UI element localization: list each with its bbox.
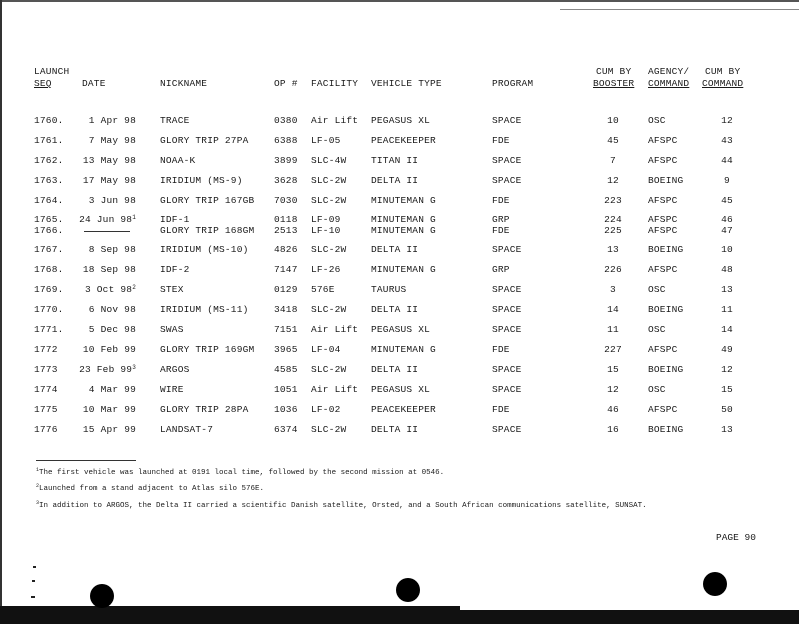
header-cum-booster bbox=[593, 66, 634, 90]
cell-program: GRP bbox=[492, 264, 510, 275]
cell-facility: LF-26 bbox=[311, 264, 341, 275]
cell-date bbox=[74, 115, 136, 126]
cell-agency: AFSPC bbox=[648, 344, 678, 355]
scan-speck bbox=[32, 580, 35, 582]
binder-hole-left bbox=[90, 584, 114, 608]
cell-cum-command: 10 bbox=[721, 244, 733, 255]
cell-date-text: 7 May 98 bbox=[88, 135, 136, 146]
cell-facility: Air Lift bbox=[311, 324, 359, 335]
cell-nickname: IDF-1 bbox=[160, 214, 190, 225]
scan-speck bbox=[31, 596, 35, 598]
cell-facility: LF-09 bbox=[311, 214, 341, 225]
cell-seq: 1773 bbox=[34, 364, 58, 375]
cell-cum-command: 47 bbox=[721, 225, 733, 236]
left-scan-edge bbox=[0, 0, 2, 624]
cell-facility: SLC-4W bbox=[311, 155, 347, 166]
cell-op-number: 3418 bbox=[274, 304, 298, 315]
cell-facility: SLC-2W bbox=[311, 364, 347, 375]
cell-vehicle-type: MINUTEMAN G bbox=[371, 225, 436, 236]
cell-agency: OSC bbox=[648, 384, 666, 395]
header-booster-label: BOOSTER bbox=[593, 78, 635, 89]
cell-date-text: 24 Jun 98 bbox=[79, 214, 133, 225]
footnote-ref: 1 bbox=[132, 214, 136, 221]
cell-date-text: 1 Apr 98 bbox=[88, 115, 136, 126]
cell-cum-booster: 45 bbox=[607, 135, 619, 146]
binder-hole-right bbox=[703, 572, 727, 596]
cell-date-text: 10 Feb 99 bbox=[82, 344, 136, 355]
cell-cum-command: 48 bbox=[721, 264, 733, 275]
bottom-scan-edge bbox=[0, 610, 799, 624]
header-command-label: COMMAND bbox=[648, 78, 690, 89]
header-seq-label: SEQ bbox=[34, 78, 52, 89]
cell-op-number: 3965 bbox=[274, 344, 298, 355]
cell-seq: 1760. bbox=[34, 115, 64, 126]
cell-program: SPACE bbox=[492, 384, 522, 395]
cell-program: SPACE bbox=[492, 115, 522, 126]
cell-date bbox=[74, 404, 136, 415]
footnote-text: The first vehicle was launched at 0191 local time, followed by the second mission at 0546. bbox=[39, 469, 445, 477]
header-nickname: NICKNAME bbox=[160, 78, 208, 89]
cell-cum-booster: 226 bbox=[604, 264, 622, 275]
cell-agency: BOEING bbox=[648, 304, 684, 315]
cell-date-text: 6 Nov 98 bbox=[88, 304, 136, 315]
cell-date bbox=[74, 324, 136, 335]
cell-op-number: 0380 bbox=[274, 115, 298, 126]
footnote-mark: 2 bbox=[36, 483, 40, 489]
cell-program: SPACE bbox=[492, 324, 522, 335]
header-date: DATE bbox=[82, 78, 106, 89]
cell-vehicle-type: PEACEKEEPER bbox=[371, 135, 436, 146]
cell-facility: Air Lift bbox=[311, 115, 359, 126]
cell-seq: 1768. bbox=[34, 264, 64, 275]
cell-agency: BOEING bbox=[648, 424, 684, 435]
cell-vehicle-type: MINUTEMAN G bbox=[371, 195, 436, 206]
cell-op-number: 0129 bbox=[274, 284, 298, 295]
cell-vehicle-type: PEGASUS XL bbox=[371, 115, 431, 126]
cell-cum-command: 45 bbox=[721, 195, 733, 206]
cell-vehicle-type: DELTA II bbox=[371, 364, 419, 375]
cell-cum-command: 14 bbox=[721, 324, 733, 335]
cell-nickname: SWAS bbox=[160, 324, 184, 335]
cell-nickname: GLORY TRIP 168GM bbox=[160, 225, 255, 236]
cell-program: FDE bbox=[492, 404, 510, 415]
cell-cum-booster: 46 bbox=[607, 404, 619, 415]
cell-op-number: 4826 bbox=[274, 244, 298, 255]
cell-agency: AFSPC bbox=[648, 214, 678, 225]
cell-cum-command: 13 bbox=[721, 424, 733, 435]
cell-date-text: 3 Oct 98 bbox=[84, 284, 133, 295]
cell-seq: 1772 bbox=[34, 344, 58, 355]
cell-cum-booster: 224 bbox=[604, 214, 622, 225]
top-scan-line bbox=[560, 9, 799, 10]
cell-vehicle-type: PEACEKEEPER bbox=[371, 404, 436, 415]
cell-nickname: GLORY TRIP 28PA bbox=[160, 404, 249, 415]
cell-date bbox=[74, 264, 136, 275]
cell-nickname: STEX bbox=[160, 284, 184, 295]
blank-date-rule bbox=[84, 231, 130, 232]
cell-vehicle-type: DELTA II bbox=[371, 424, 419, 435]
cell-nickname: ARGOS bbox=[160, 364, 190, 375]
cell-nickname: IRIDIUM (MS-9) bbox=[160, 175, 243, 186]
cell-op-number: 1051 bbox=[274, 384, 298, 395]
cell-program: FDE bbox=[492, 344, 510, 355]
cell-nickname: GLORY TRIP 169GM bbox=[160, 344, 255, 355]
header-cum-command bbox=[702, 66, 743, 90]
cell-cum-booster: 12 bbox=[607, 384, 619, 395]
cell-date bbox=[74, 214, 136, 225]
cell-date bbox=[74, 384, 136, 395]
cell-seq: 1771. bbox=[34, 324, 64, 335]
cell-cum-booster: 3 bbox=[610, 284, 616, 295]
cell-program: SPACE bbox=[492, 424, 522, 435]
cell-program: SPACE bbox=[492, 304, 522, 315]
cell-date bbox=[74, 135, 136, 146]
cell-cum-command: 44 bbox=[721, 155, 733, 166]
cell-facility: 576E bbox=[311, 284, 335, 295]
cell-cum-command: 15 bbox=[721, 384, 733, 395]
cell-nickname: LANDSAT-7 bbox=[160, 424, 214, 435]
cell-agency: BOEING bbox=[648, 175, 684, 186]
cell-cum-booster: 13 bbox=[607, 244, 619, 255]
cell-program: SPACE bbox=[492, 364, 522, 375]
cell-seq: 1775 bbox=[34, 404, 58, 415]
footnote-text: Launched from a stand adjacent to Atlas silo 576E. bbox=[39, 485, 265, 493]
cell-op-number: 2513 bbox=[274, 225, 298, 236]
cell-op-number: 0118 bbox=[274, 214, 298, 225]
cell-date bbox=[74, 284, 136, 295]
cell-nickname: TRACE bbox=[160, 115, 190, 126]
cell-agency: AFSPC bbox=[648, 264, 678, 275]
cell-seq: 1763. bbox=[34, 175, 64, 186]
cell-agency: BOEING bbox=[648, 364, 684, 375]
cell-cum-booster: 225 bbox=[604, 225, 622, 236]
cell-seq: 1764. bbox=[34, 195, 64, 206]
header-cum-by2-label: CUM BY bbox=[704, 66, 741, 77]
cell-cum-booster: 227 bbox=[604, 344, 622, 355]
cell-date bbox=[74, 175, 136, 186]
cell-date-text: 8 Sep 98 bbox=[88, 244, 136, 255]
cell-program: FDE bbox=[492, 225, 510, 236]
cell-nickname: IRIDIUM (MS-11) bbox=[160, 304, 249, 315]
cell-vehicle-type: MINUTEMAN G bbox=[371, 264, 436, 275]
cell-program: SPACE bbox=[492, 284, 522, 295]
cell-cum-command: 43 bbox=[721, 135, 733, 146]
cell-cum-booster: 12 bbox=[607, 175, 619, 186]
scan-speck bbox=[33, 566, 36, 568]
footnote-2 bbox=[36, 485, 264, 494]
cell-facility: LF-04 bbox=[311, 344, 341, 355]
cell-cum-command: 12 bbox=[721, 364, 733, 375]
header-agency-label: AGENCY/ bbox=[648, 66, 690, 77]
header-op-number: OP # bbox=[274, 78, 298, 89]
cell-vehicle-type: MINUTEMAN G bbox=[371, 344, 436, 355]
cell-seq: 1765. bbox=[34, 214, 64, 225]
cell-facility: SLC-2W bbox=[311, 424, 347, 435]
cell-facility: LF-05 bbox=[311, 135, 341, 146]
cell-seq: 1762. bbox=[34, 155, 64, 166]
footnote-rule bbox=[36, 460, 136, 461]
cell-program: SPACE bbox=[492, 175, 522, 186]
cell-facility: SLC-2W bbox=[311, 175, 347, 186]
cell-date bbox=[74, 344, 136, 355]
cell-vehicle-type: PEGASUS XL bbox=[371, 384, 431, 395]
cell-cum-command: 12 bbox=[721, 115, 733, 126]
cell-date-text: 23 Feb 99 bbox=[79, 364, 133, 375]
cell-op-number: 6388 bbox=[274, 135, 298, 146]
cell-agency: BOEING bbox=[648, 244, 684, 255]
cell-date-text: 10 Mar 99 bbox=[82, 404, 136, 415]
footnote-1 bbox=[36, 469, 444, 478]
cell-seq: 1770. bbox=[34, 304, 64, 315]
cell-date bbox=[74, 424, 136, 435]
cell-vehicle-type: TAURUS bbox=[371, 284, 407, 295]
cell-cum-booster: 11 bbox=[607, 324, 619, 335]
cell-cum-booster: 7 bbox=[610, 155, 616, 166]
cell-date bbox=[74, 195, 136, 206]
cell-vehicle-type: DELTA II bbox=[371, 304, 419, 315]
cell-vehicle-type: MINUTEMAN G bbox=[371, 214, 436, 225]
cell-agency: AFSPC bbox=[648, 404, 678, 415]
cell-op-number: 1036 bbox=[274, 404, 298, 415]
header-vehicle-type: VEHICLE TYPE bbox=[371, 78, 442, 89]
cell-nickname: NOAA-K bbox=[160, 155, 196, 166]
top-scan-edge bbox=[0, 0, 799, 2]
cell-vehicle-type: PEGASUS XL bbox=[371, 324, 431, 335]
footnote-ref: 3 bbox=[132, 364, 136, 371]
cell-cum-command: 50 bbox=[721, 404, 733, 415]
header-program: PROGRAM bbox=[492, 78, 534, 89]
footnote-ref: 2 bbox=[132, 284, 136, 291]
header-facility: FACILITY bbox=[311, 78, 359, 89]
cell-agency: OSC bbox=[648, 284, 666, 295]
cell-agency: AFSPC bbox=[648, 225, 678, 236]
cell-op-number: 6374 bbox=[274, 424, 298, 435]
header-command2-label: COMMAND bbox=[702, 78, 744, 89]
cell-cum-booster: 10 bbox=[607, 115, 619, 126]
binder-hole-center bbox=[396, 578, 420, 602]
cell-agency: OSC bbox=[648, 115, 666, 126]
cell-cum-booster: 15 bbox=[607, 364, 619, 375]
cell-seq: 1761. bbox=[34, 135, 64, 146]
cell-op-number: 7151 bbox=[274, 324, 298, 335]
cell-seq: 1774 bbox=[34, 384, 58, 395]
cell-nickname: GLORY TRIP 167GB bbox=[160, 195, 255, 206]
cell-date-text: 18 Sep 98 bbox=[82, 264, 136, 275]
header-launch-label: LAUNCH bbox=[34, 66, 70, 77]
cell-agency: AFSPC bbox=[648, 135, 678, 146]
cell-cum-booster: 14 bbox=[607, 304, 619, 315]
cell-agency: AFSPC bbox=[648, 155, 678, 166]
header-launch-seq bbox=[34, 66, 69, 90]
cell-date-text: 5 Dec 98 bbox=[88, 324, 136, 335]
cell-nickname: IRIDIUM (MS-10) bbox=[160, 244, 249, 255]
cell-date-text: 4 Mar 99 bbox=[88, 384, 136, 395]
cell-op-number: 7030 bbox=[274, 195, 298, 206]
cell-agency: OSC bbox=[648, 324, 666, 335]
cell-op-number: 3628 bbox=[274, 175, 298, 186]
cell-op-number: 4585 bbox=[274, 364, 298, 375]
cell-cum-booster: 16 bbox=[607, 424, 619, 435]
cell-program: GRP bbox=[492, 214, 510, 225]
cell-nickname: IDF-2 bbox=[160, 264, 190, 275]
cell-facility: Air Lift bbox=[311, 384, 359, 395]
cell-cum-command: 46 bbox=[721, 214, 733, 225]
cell-nickname: GLORY TRIP 27PA bbox=[160, 135, 249, 146]
cell-vehicle-type: TITAN II bbox=[371, 155, 419, 166]
cell-facility: SLC-2W bbox=[311, 244, 347, 255]
cell-cum-booster: 223 bbox=[604, 195, 622, 206]
cell-op-number: 7147 bbox=[274, 264, 298, 275]
page-number: PAGE 90 bbox=[716, 532, 756, 543]
cell-cum-command: 11 bbox=[721, 304, 733, 315]
cell-date-text: 17 May 98 bbox=[82, 175, 136, 186]
cell-facility: LF-10 bbox=[311, 225, 341, 236]
cell-program: SPACE bbox=[492, 244, 522, 255]
footnote-mark: 1 bbox=[36, 467, 40, 473]
cell-program: FDE bbox=[492, 195, 510, 206]
cell-nickname: WIRE bbox=[160, 384, 184, 395]
cell-vehicle-type: DELTA II bbox=[371, 244, 419, 255]
footnote-text: In addition to ARGOS, the Delta II carried a scientific Danish satellite, Orsted, and a South African communications satellite, SUNSAT. bbox=[39, 502, 647, 510]
cell-seq: 1767. bbox=[34, 244, 64, 255]
cell-program: SPACE bbox=[492, 155, 522, 166]
cell-cum-command: 49 bbox=[721, 344, 733, 355]
cell-facility: LF-02 bbox=[311, 404, 341, 415]
cell-seq: 1776 bbox=[34, 424, 58, 435]
cell-program: FDE bbox=[492, 135, 510, 146]
cell-date bbox=[74, 244, 136, 255]
header-cum-by-label: CUM BY bbox=[595, 66, 632, 77]
cell-cum-command: 9 bbox=[724, 175, 730, 186]
cell-date-text: 3 Jun 98 bbox=[88, 195, 136, 206]
cell-vehicle-type: DELTA II bbox=[371, 175, 419, 186]
footnote-mark: 3 bbox=[36, 500, 40, 506]
cell-date bbox=[74, 155, 136, 166]
cell-date-text: 15 Apr 99 bbox=[82, 424, 136, 435]
footnote-3 bbox=[36, 502, 647, 511]
cell-facility: SLC-2W bbox=[311, 195, 347, 206]
cell-seq: 1766. bbox=[34, 225, 64, 236]
header-agency-command bbox=[648, 66, 689, 90]
cell-date bbox=[74, 364, 136, 375]
cell-facility: SLC-2W bbox=[311, 304, 347, 315]
cell-date-text: 13 May 98 bbox=[82, 155, 136, 166]
cell-seq: 1769. bbox=[34, 284, 64, 295]
cell-op-number: 3899 bbox=[274, 155, 298, 166]
cell-agency: AFSPC bbox=[648, 195, 678, 206]
cell-date bbox=[74, 304, 136, 315]
cell-cum-command: 13 bbox=[721, 284, 733, 295]
